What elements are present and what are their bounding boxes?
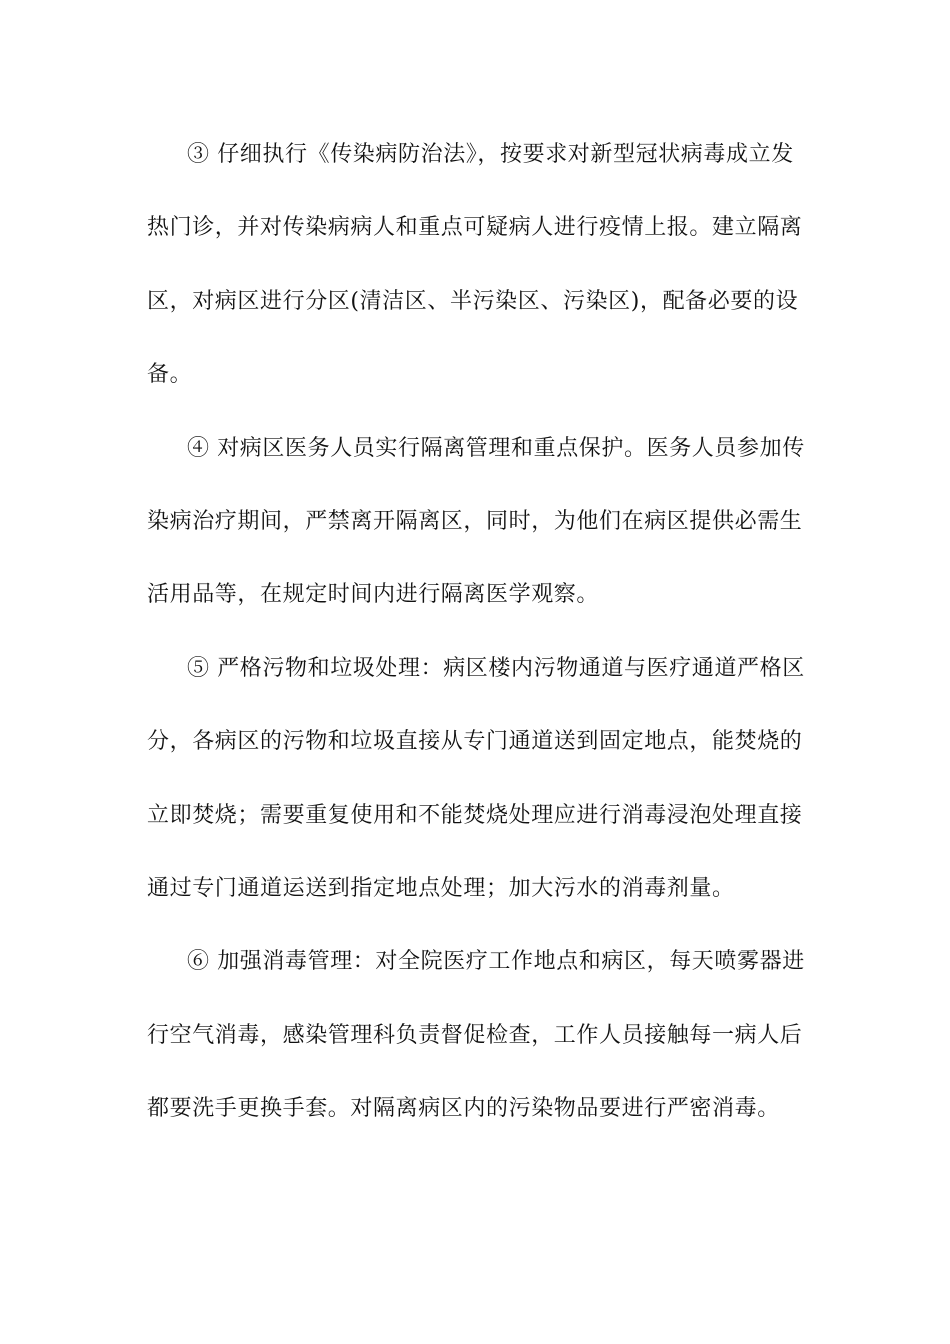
paragraph-line: 立即焚烧；需要重复使用和不能焚烧处理应进行消毒浸泡处理直接 xyxy=(147,802,803,828)
paragraph-line: ③ 仔细执行《传染病防治法》，按要求对新型冠状病毒成立发 xyxy=(187,142,794,167)
paragraph-line: 备。 xyxy=(147,362,193,388)
paragraph-line: 通过专门通道运送到指定地点处理；加大污水的消毒剂量。 xyxy=(147,875,735,901)
paragraph-line: 热门诊，并对传染病病人和重点可疑病人进行疫情上报。建立隔离 xyxy=(147,215,803,241)
document-body xyxy=(147,118,803,1145)
paragraph-line: 都要洗手更换手套。对隔离病区内的污染物品要进行严密消毒。 xyxy=(147,1096,780,1122)
paragraph-line: 活用品等，在规定时间内进行隔离医学观察。 xyxy=(147,582,600,608)
paragraph-line: 染病治疗期间，严禁离开隔离区，同时，为他们在病区提供必需生 xyxy=(147,508,803,534)
paragraph-line: ⑥ 加强消毒管理：对全院医疗工作地点和病区，每天喷雾器进 xyxy=(187,949,805,975)
paragraph-line: 区，对病区进行分区(清洁区、半污染区、污染区)，配备必要的设 xyxy=(147,288,799,314)
paragraph-line: ④ 对病区医务人员实行隔离管理和重点保护。医务人员参加传 xyxy=(187,435,805,461)
paragraph-6 xyxy=(147,925,803,1145)
paragraph-line: 行空气消毒，感染管理科负责督促检查，工作人员接触每一病人后 xyxy=(147,1022,803,1048)
paragraph-line: 分，各病区的污物和垃圾直接从专门通道送到固定地点，能焚烧的 xyxy=(147,729,803,755)
paragraph-line: ⑤ 严格污物和垃圾处理：病区楼内污物通道与医疗通道严格区 xyxy=(187,655,805,681)
paragraph-5 xyxy=(147,632,803,926)
paragraph-3 xyxy=(147,118,803,412)
paragraph-4 xyxy=(147,412,803,632)
